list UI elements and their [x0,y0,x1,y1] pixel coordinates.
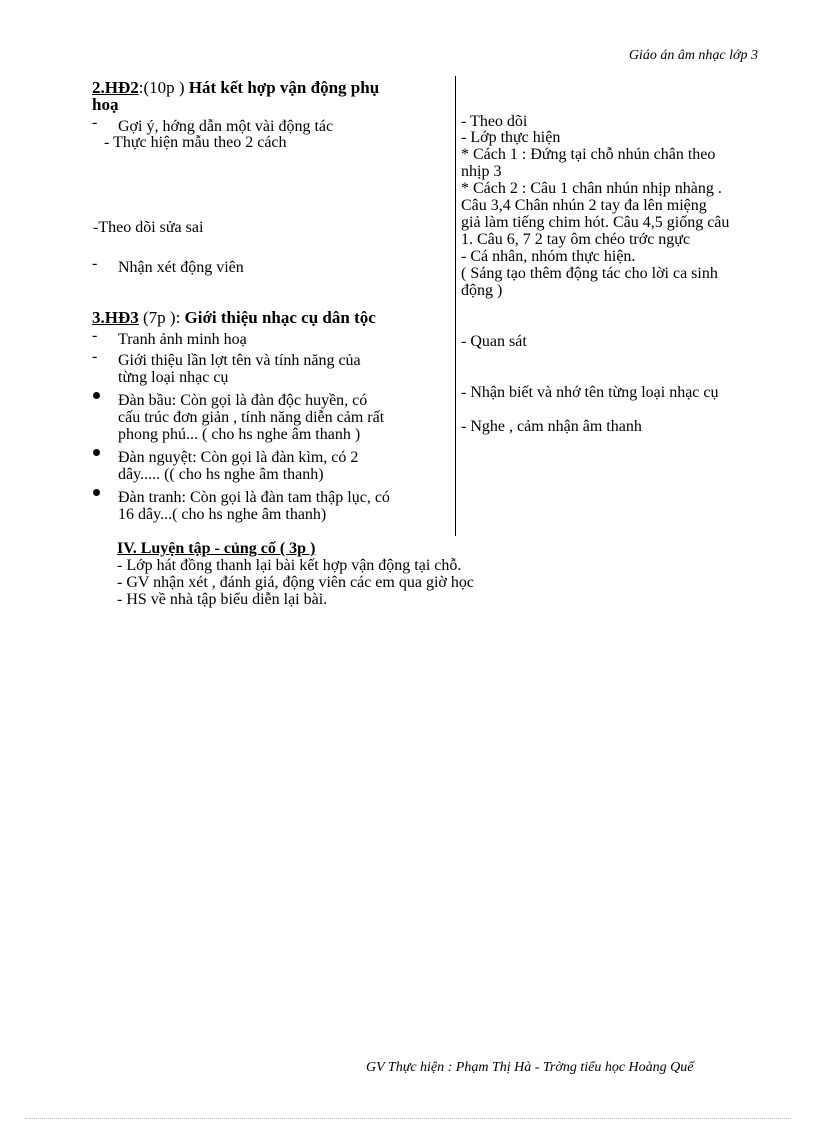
hd2-title [92,79,379,96]
hd2-item: -Theo dõi sửa sai [93,219,204,236]
student-activity: động ) [461,282,503,299]
hd2-time: :(10p ) [138,78,185,97]
section-iv-title: IV. Luyện tập - củng cố ( 3p ) [117,540,316,557]
dash-marker: - [92,255,98,272]
student-activity: ( Sáng tạo thêm động tác cho lời ca sinh [461,265,718,282]
page-bottom-rule [25,1118,791,1119]
dash-marker: - [92,327,98,344]
student-activity: - Cá nhân, nhóm thực hiện. [461,248,636,265]
student-activity: Câu 3,4 Chân nhún 2 tay đa lên miệng [461,197,707,214]
section-iv-line: - Lớp hát đồng thanh lại bài kết hợp vận động tại chỗ. [117,557,462,574]
page-footer: GV Thực hiện : Phạm Thị Hà - Trờng tiểu học Hoàng Quế [366,1060,694,1075]
student-activity: nhịp 3 [461,163,502,180]
instrument-desc: cấu trúc đơn giản , tính năng diễn cảm rất [118,409,385,426]
instrument-desc: phong phú... ( cho hs nghe âm thanh ) [118,426,361,443]
instrument-desc: Đàn bầu: Còn gọi là đàn độc huyền, có [118,392,368,409]
student-activity: * Cách 2 : Câu 1 chân nhún nhịp nhàng . [461,180,722,197]
dash-marker: - [92,348,98,365]
student-activity: - Nhận biết và nhớ tên từng loại nhạc cụ [461,384,719,401]
hd2-item: - Thực hiện mẫu theo 2 cách [104,134,287,151]
hd3-item: Giới thiệu lần lợt tên và tính năng của [118,352,361,369]
section-iv-line: - HS về nhà tập biểu diễn lại bài. [117,591,328,608]
page-header: Giáo án âm nhạc lớp 3 [628,48,758,63]
bullet-marker [93,489,100,496]
hd3-time: (7p ): [143,308,181,327]
instrument-desc: Đàn tranh: Còn gọi là đàn tam thập lục, có [118,489,390,506]
hd2-item: Gợi ý, hớng dẫn một vài động tác [118,118,334,135]
column-divider [455,76,456,536]
hd3-name: Giới thiệu nhạc cụ dân tộc [184,308,376,327]
hd2-item: Nhận xét động viên [118,259,244,276]
hd3-number: 3.HĐ3 [92,308,139,327]
hd3-title [92,309,376,326]
student-activity: giả làm tiếng chim hót. Câu 4,5 giống câu [461,214,730,231]
hd3-item: Tranh ảnh minh hoạ [118,331,247,348]
bullet-marker [93,392,100,399]
student-activity: 1. Câu 6, 7 2 tay ôm chéo trớc ngực [461,231,691,248]
hd2-name: Hát kết hợp vận động phụ [188,78,380,97]
student-activity: - Theo dõi [461,113,528,130]
instrument-desc: dây..... (( cho hs nghe âm thanh) [118,466,324,483]
student-activity: * Cách 1 : Đứng tại chỗ nhún chân theo [461,146,716,163]
bullet-marker [93,449,100,456]
section-iv-line: - GV nhận xét , đánh giá, động viên các em qua giờ học [117,574,474,591]
dash-marker: - [92,114,98,131]
hd3-item: từng loại nhạc cụ [118,369,229,386]
student-activity: - Lớp thực hiện [461,129,561,146]
student-activity: - Nghe , cảm nhận âm thanh [461,418,642,435]
instrument-desc: 16 dây...( cho hs nghe âm thanh) [118,506,327,523]
hd2-number: 2.HĐ2 [92,78,139,97]
instrument-desc: Đàn nguyệt: Còn gọi là đàn kìm, có 2 [118,449,359,466]
student-activity: - Quan sát [461,333,527,350]
hd2-title-cont: hoạ [92,95,119,114]
